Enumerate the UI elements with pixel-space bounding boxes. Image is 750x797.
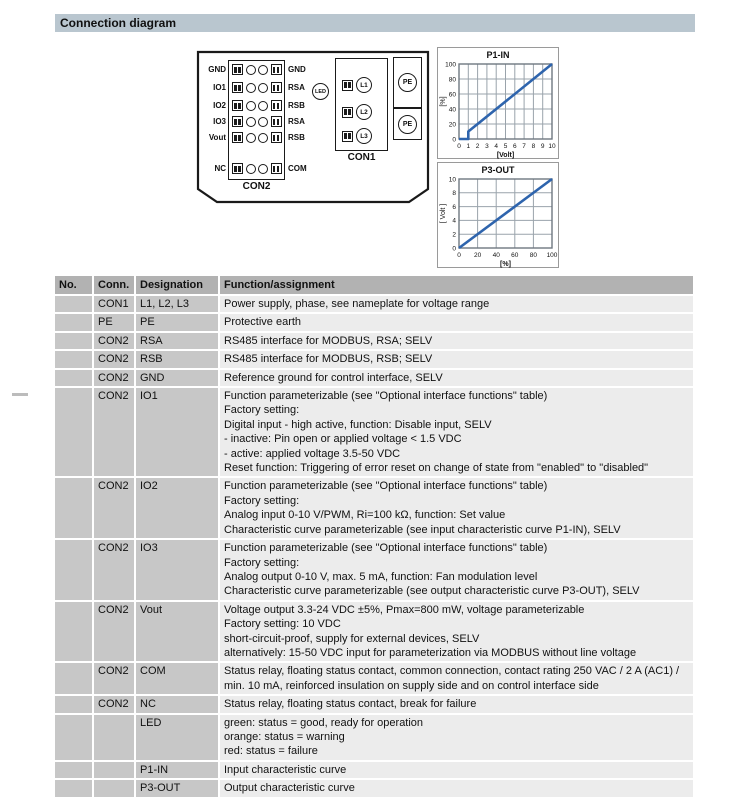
cell-function	[219, 387, 694, 477]
pin-circle-icon	[246, 65, 256, 75]
pin-circle-icon	[258, 65, 268, 75]
pe-label: PE	[402, 79, 413, 86]
phase-label: L2	[360, 108, 368, 116]
cell-conn: CON1	[93, 295, 135, 313]
function-line: Analog input 0-10 V/PWM, Ri=100 kΩ, function: Set value	[224, 509, 506, 522]
function-line: orange: status = warning	[224, 730, 345, 743]
svg-text:0: 0	[452, 136, 456, 144]
cell-designation: L1, L2, L3	[135, 295, 219, 313]
pin-circle-icon	[258, 117, 268, 127]
table-row	[55, 779, 694, 797]
terminal-icon	[342, 131, 353, 142]
con2-left-pin-label: IO3	[213, 117, 226, 126]
pin-circle-icon	[246, 101, 256, 111]
cell-designation: GND	[135, 369, 219, 387]
cell-function	[219, 332, 694, 350]
table-row	[55, 539, 694, 601]
cell-designation: P1-IN	[135, 761, 219, 779]
cell-conn: CON2	[93, 695, 135, 713]
pin-circle-icon	[246, 164, 256, 174]
cell-no	[55, 477, 93, 539]
cell-no	[55, 761, 93, 779]
svg-text:[%]: [%]	[440, 96, 447, 107]
cell-no	[55, 662, 93, 695]
function-line: Reference ground for control interface, SELV	[224, 371, 443, 384]
col-header-designation: Designation	[135, 276, 219, 295]
connection-table	[55, 276, 695, 797]
con1-label: CON1	[347, 152, 376, 163]
table-row	[55, 714, 694, 761]
cell-function	[219, 601, 694, 663]
svg-text:9: 9	[540, 143, 545, 150]
con1-pin-row	[342, 128, 378, 144]
con2-pin-row	[232, 100, 282, 111]
function-line: - inactive: Pin open or applied voltage < 1.5 VDC	[224, 433, 462, 446]
col-header-no: No.	[55, 276, 93, 295]
con2-right-pin-label: RSA	[288, 83, 305, 92]
table-row	[55, 601, 694, 663]
terminal-icon	[271, 132, 282, 143]
phase-terminal-icon	[356, 104, 372, 120]
phase-terminal-icon	[356, 77, 372, 93]
cell-function	[219, 662, 694, 695]
function-line: alternatively: 15-50 VDC input for parameterization via MODBUS without line voltage	[224, 646, 637, 659]
cell-no	[55, 539, 93, 601]
con1-pin-row	[342, 77, 378, 93]
function-line: Digital input - high active, function: Disable input, SELV	[224, 418, 492, 431]
svg-text:10: 10	[448, 176, 456, 184]
con2-pin-row	[232, 163, 282, 174]
function-line: Function parameterizable (see "Optional interface functions" table)	[224, 390, 548, 403]
svg-text:8: 8	[452, 190, 456, 198]
terminal-icon	[232, 100, 243, 111]
cell-conn	[93, 779, 135, 797]
con2-left-pin-label: IO2	[213, 101, 226, 110]
p1-in-characteristic-chart	[438, 61, 558, 159]
cell-function	[219, 695, 694, 713]
svg-text:40: 40	[492, 252, 500, 259]
cell-designation: IO3	[135, 539, 219, 601]
cell-function	[219, 295, 694, 313]
chart-card-p1-in	[437, 47, 559, 159]
terminal-icon	[271, 116, 282, 127]
cell-designation: RSA	[135, 332, 219, 350]
cell-designation: RSB	[135, 350, 219, 368]
table-row	[55, 761, 694, 779]
cell-function	[219, 714, 694, 761]
function-line: RS485 interface for MODBUS, RSB; SELV	[224, 353, 433, 366]
cell-no	[55, 332, 93, 350]
svg-text:2: 2	[452, 231, 456, 239]
cell-function	[219, 477, 694, 539]
cell-function	[219, 369, 694, 387]
svg-text:40: 40	[448, 106, 456, 114]
con2-pin-row	[232, 116, 282, 127]
cell-designation: PE	[135, 313, 219, 331]
function-line: Characteristic curve parameterizable (see output characteristic curve P3-OUT), SELV	[224, 585, 640, 598]
pin-circle-icon	[246, 83, 256, 93]
table-row	[55, 477, 694, 539]
terminal-icon	[232, 132, 243, 143]
con2-right-pin-label: RSA	[288, 117, 305, 126]
table-row	[55, 350, 694, 368]
svg-text:80: 80	[529, 252, 538, 259]
col-header-conn: Conn.	[93, 276, 135, 295]
svg-text:[ Volt ]: [ Volt ]	[440, 203, 447, 224]
svg-text:0: 0	[452, 245, 456, 253]
cell-conn: CON2	[93, 369, 135, 387]
function-line: Factory setting: 10 VDC	[224, 618, 341, 631]
cell-conn: CON2	[93, 477, 135, 539]
cell-no	[55, 295, 93, 313]
pin-circle-icon	[258, 101, 268, 111]
chart-card-p3-out	[437, 162, 559, 268]
terminal-icon	[271, 163, 282, 174]
chart-title-p1-in: P1-IN	[486, 50, 510, 60]
phase-label: L1	[360, 81, 368, 89]
chart-title-p3-out: P3-OUT	[481, 165, 515, 175]
con2-right-pin-label: RSB	[288, 101, 305, 110]
svg-text:60: 60	[511, 252, 519, 259]
con2-pin-row	[232, 64, 282, 75]
function-line: Power supply, phase, see nameplate for voltage range	[224, 298, 490, 310]
cell-conn: CON2	[93, 539, 135, 601]
terminal-icon	[342, 80, 353, 91]
svg-text:0: 0	[457, 143, 461, 150]
svg-text:4: 4	[494, 143, 499, 150]
svg-text:0: 0	[457, 252, 461, 259]
cell-designation: LED	[135, 714, 219, 761]
cell-function	[219, 350, 694, 368]
phase-terminal-icon	[356, 128, 372, 144]
function-line: Function parameterizable (see "Optional interface functions" table)	[224, 542, 548, 555]
terminal-icon	[271, 100, 282, 111]
terminal-icon	[232, 163, 243, 174]
svg-text:5: 5	[503, 143, 508, 150]
cell-function	[219, 313, 694, 331]
function-line: short-circuit-proof, supply for external devices, SELV	[224, 632, 480, 645]
cell-conn: CON2	[93, 350, 135, 368]
svg-text:100: 100	[445, 61, 456, 69]
pin-circle-icon	[258, 83, 268, 93]
con2-left-pin-label: GND	[208, 65, 226, 74]
cell-conn	[93, 761, 135, 779]
function-line: Factory setting:	[224, 494, 300, 507]
page-title: Connection diagram	[60, 16, 177, 30]
function-line: Factory setting:	[224, 404, 300, 417]
table-row	[55, 662, 694, 695]
function-line: Analog output 0-10 V, max. 5 mA, function: Fan modulation level	[224, 570, 538, 583]
svg-text:6: 6	[452, 203, 456, 211]
function-line: Protective earth	[224, 316, 302, 329]
pin-circle-icon	[246, 117, 256, 127]
con2-right-pin-label: COM	[288, 164, 307, 173]
table-row	[55, 332, 694, 350]
cell-conn	[93, 714, 135, 761]
cell-function	[219, 539, 694, 601]
cell-designation: IO1	[135, 387, 219, 477]
led-label: LED	[315, 88, 326, 95]
svg-text:[Volt]: [Volt]	[496, 152, 515, 159]
cell-designation: COM	[135, 662, 219, 695]
svg-text:6: 6	[512, 143, 517, 150]
function-line: Input characteristic curve	[224, 763, 347, 776]
con2-left-pin-label: Vout	[208, 133, 226, 142]
function-line: - active: applied voltage 3.5-50 VDC	[224, 447, 401, 460]
cell-no	[55, 387, 93, 477]
cell-conn: CON2	[93, 332, 135, 350]
pin-circle-icon	[258, 133, 268, 143]
function-line: Factory setting:	[224, 556, 300, 569]
terminal-icon	[271, 82, 282, 93]
pin-circle-icon	[258, 164, 268, 174]
svg-text:80: 80	[448, 76, 456, 84]
cell-conn: PE	[93, 313, 135, 331]
cell-no	[55, 695, 93, 713]
con1-pin-row	[342, 104, 378, 120]
cell-no	[55, 350, 93, 368]
cell-designation: P3-OUT	[135, 779, 219, 797]
cell-function	[219, 761, 694, 779]
function-line: Characteristic curve parameterizable (see input characteristic curve P1-IN), SELV	[224, 523, 621, 536]
p3-out-characteristic-chart	[438, 176, 558, 268]
svg-text:10: 10	[548, 143, 556, 150]
svg-text:[%]: [%]	[500, 261, 511, 268]
terminal-icon	[232, 64, 243, 75]
con2-pin-row	[232, 132, 282, 143]
table-row	[55, 295, 694, 313]
function-line: green: status = good, ready for operation	[224, 716, 424, 729]
cell-no	[55, 779, 93, 797]
con2-label: CON2	[242, 181, 271, 192]
margin-mark	[12, 393, 28, 396]
function-line: Reset function: Triggering of error reset on change of state from "enabled" to "disabled"	[224, 462, 649, 475]
con2-pin-row	[232, 82, 282, 93]
cell-designation: Vout	[135, 601, 219, 663]
cell-no	[55, 369, 93, 387]
cell-conn: CON2	[93, 662, 135, 695]
function-line: Voltage output 3.3-24 VDC ±5%, Pmax=800 mW, voltage parameterizable	[224, 603, 585, 616]
cell-no	[55, 714, 93, 761]
function-line: Output characteristic curve	[224, 782, 355, 795]
svg-text:2: 2	[475, 143, 480, 150]
con2-right-pin-label: GND	[288, 65, 306, 74]
pe-label: PE	[402, 121, 413, 128]
terminal-icon	[232, 116, 243, 127]
terminal-icon	[232, 82, 243, 93]
svg-text:7: 7	[522, 143, 526, 150]
pe-terminal-icon	[398, 73, 417, 92]
con2-right-pin-label: RSB	[288, 133, 305, 142]
led-indicator-icon	[312, 83, 329, 100]
svg-text:3: 3	[485, 143, 489, 150]
svg-text:100: 100	[546, 252, 558, 259]
cell-designation: NC	[135, 695, 219, 713]
function-line: Status relay, floating status contact, common connection, contact rating 250 VAC / 2 A (AC1) / min. 10 mA, reinforced insulation on supply side and on control interface side	[224, 665, 680, 692]
cell-function	[219, 779, 694, 797]
svg-text:1: 1	[466, 143, 471, 150]
svg-text:20: 20	[473, 252, 482, 259]
pin-circle-icon	[246, 133, 256, 143]
terminal-icon	[342, 107, 353, 118]
table-row	[55, 369, 694, 387]
col-header-function: Function/assignment	[219, 276, 694, 295]
cell-no	[55, 313, 93, 331]
terminal-icon	[271, 64, 282, 75]
table-row	[55, 695, 694, 713]
function-line: RS485 interface for MODBUS, RSA; SELV	[224, 334, 433, 347]
function-line: Function parameterizable (see "Optional interface functions" table)	[224, 480, 548, 493]
cell-conn: CON2	[93, 601, 135, 663]
table-row	[55, 387, 694, 477]
svg-text:20: 20	[448, 121, 456, 129]
table-header-row	[55, 276, 694, 295]
table-row	[55, 313, 694, 331]
function-line: red: status = failure	[224, 745, 318, 758]
section-title-bar	[55, 14, 695, 32]
svg-text:4: 4	[452, 217, 456, 225]
pe-terminal-icon	[398, 115, 417, 134]
cell-no	[55, 601, 93, 663]
phase-label: L3	[360, 132, 368, 140]
svg-text:8: 8	[531, 143, 536, 150]
con2-left-pin-label: NC	[214, 164, 226, 173]
cell-designation: IO2	[135, 477, 219, 539]
con2-left-pin-label: IO1	[213, 83, 226, 92]
cell-conn: CON2	[93, 387, 135, 477]
svg-text:60: 60	[448, 91, 456, 99]
function-line: Status relay, floating status contact, break for failure	[224, 698, 477, 711]
